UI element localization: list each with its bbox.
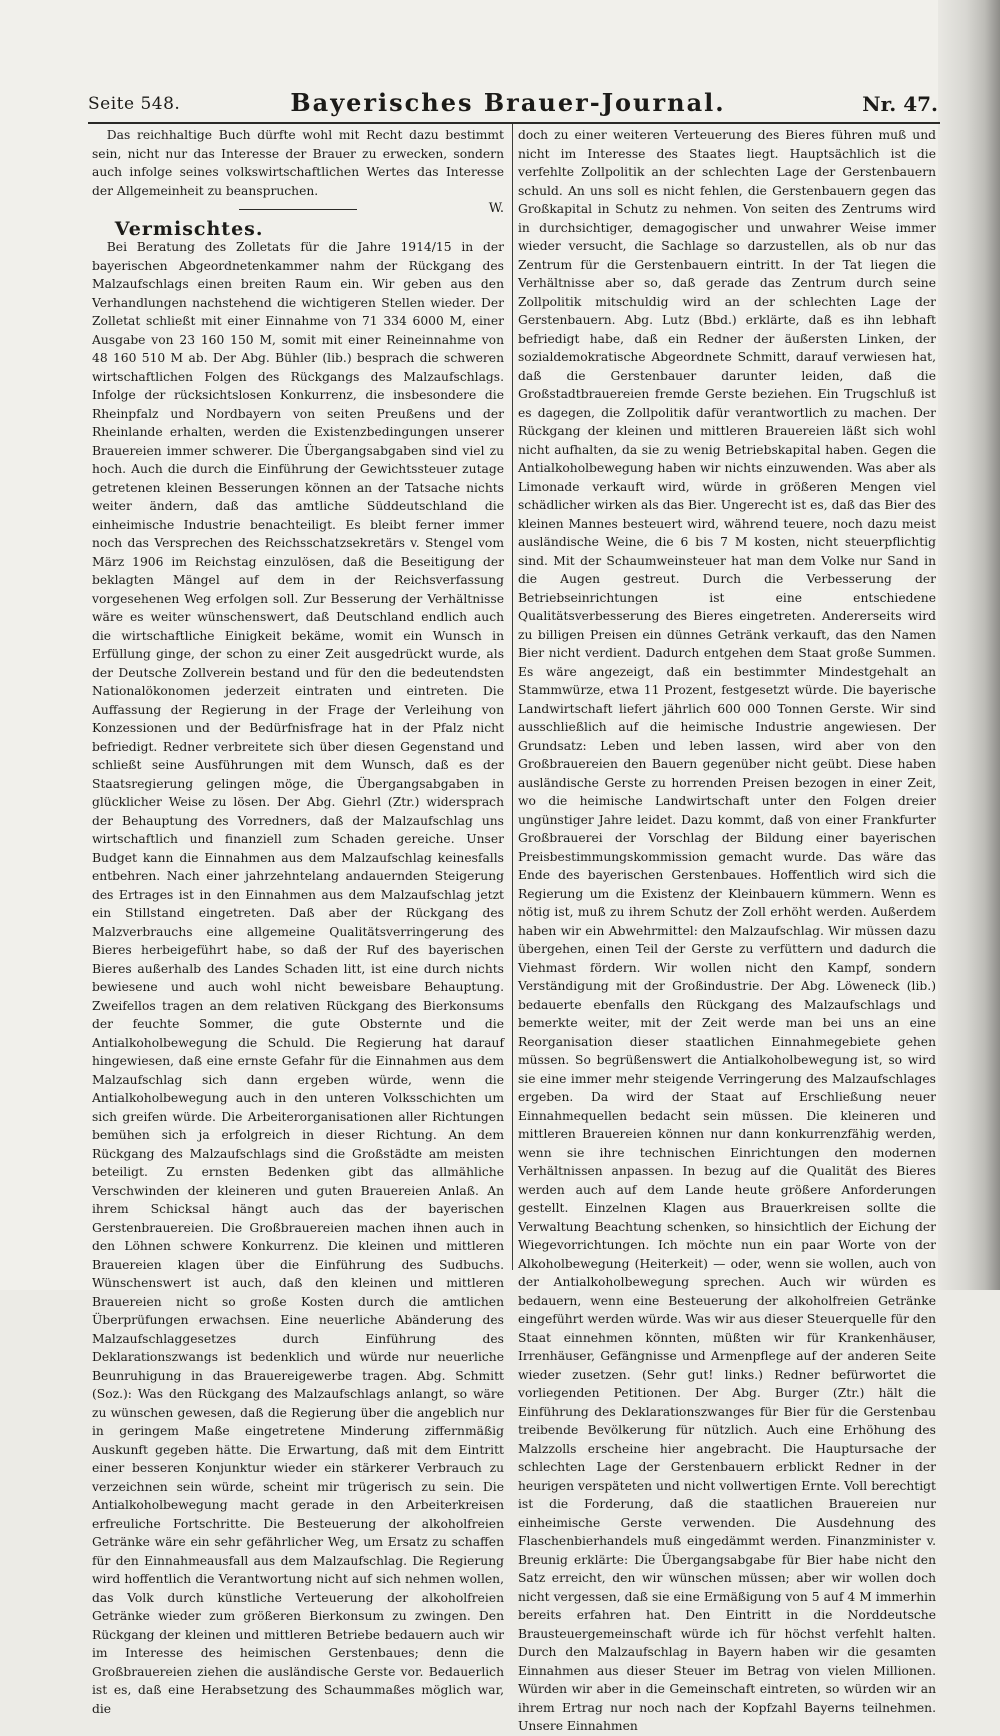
page-number: Seite 548. (88, 94, 181, 114)
journal-title: Bayerisches Brauer-Journal. (290, 88, 726, 117)
section-title: Vermischtes. (114, 217, 264, 240)
right-column (518, 126, 936, 1733)
issue-number: Nr. 47. (862, 92, 938, 116)
page-header (88, 88, 938, 118)
article-paragraph-continued: doch zu einer weiteren Verteuerung des Bieres führen muß und nicht im Interesse des Staates liegt. Hauptsächlich ist die verfehlte Zollpolitik an der schlechten Lage der Gerstenbauern schuld. An uns soll es nicht fehlen, die Gerstenbauern gegen das Großkapital in Schutz zu nehmen. Von seiten des Zentrums wird in durchsichtiger, demagogischer und unwahrer Weise immer wieder versucht, die Sachlage so darzustellen, als ob nur das Zentrum für die Gerstenbauern eintritt. In der Tat liegen die Verhältnisse aber so, daß gerade das Zentrum durch seine Zollpolitik mitschuldig wird an der schlechten Lage der Gerstenbauern. Abg. Lutz (Bbd.) erklärte, daß es ihn lebhaft befriedigt habe, daß ein Redner der äußersten Linken, der sozialdemokratische Abgeordnete Schmitt, darauf verwiesen hat, daß die Gerstenbauer darunter leiden, daß die Großstadtbrauereien fremde Gerste beziehen. Ein Trugschluß ist es dagegen, die Zollpolitik dafür verantwortlich zu machen. Der Rückgang der kleinen und mittleren Brauereien läßt sich wohl nicht aufhalten, da sie zu wenig Betriebskapital haben. Gegen die Antialkoholbewegung haben wir nichts einzuwenden. Was aber als Limonade verkauft wird, würde in größeren Mengen viel schädlicher wirken als das Bier. Ungerecht ist es, daß das Bier des kleinen Mannes besteuert wird, während teuere, noch dazu meist ausländische Weine, die 6 bis 7 M kosten, nicht steuerpflichtig sind. Mit der Schaumweinsteuer hat man dem Volke nur Sand in die Augen gestreut. Durch die Verbesserung der Betriebseinrichtungen ist eine entschiedene Qualitätsverbesserung des Bieres eingetreten. Andererseits wird zu billigen Preisen ein dünnes Getränk verkauft, das den Namen Bier nicht verdient. Dadurch entgehen dem Staat große Summen. Es wäre angezeigt, daß ein bestimmter Mindestgehalt an Stammwürze, etwa 11 Prozent, festgesetzt würde. Die bayerische Landwirtschaft liefert jährlich 600 000 Tonnen Gerste. Wir sind ausschließlich auf die heimische Industrie angewiesen. Der Grundsatz: Leben und leben lassen, wird aber von den Großbrauereien den Bauern gegenüber nicht geübt. Diese haben ausländische Gerste zu horrenden Preisen bezogen in einer Zeit, wo die heimische Landwirtschaft unter den Folgen dreier ungünstiger Jahre leidet. Dazu kommt, daß von einer Frankfurter Großbrauerei der Vorschlag der Bildung einer bayerischen Preisbestimmungskommission gemacht wurde. Das wäre das Ende des bayerischen Gerstenbaues. Hoffentlich wird sich die Regierung um die Existenz der Kleinbauern kümmern. Wenn es nötig ist, muß zu ihrem Schutz der Zoll erhöht werden. Außerdem haben wir ein Abwehrmittel: den Malzaufschlag. Wir müssen dazu übergehen, einen Teil der Gerste zu verfüttern und dadurch die Viehmast fördern. Wir wollen nicht den Kampf, sondern Verständigung mit der Großindustrie. Der Abg. Löweneck (lib.) bedauerte ebenfalls den Rückgang des Malzaufschlags und bemerkte weiter, mit der Zeit werde man bei uns an eine Reorganisation dieser staatlichen Einnahmegebiete gehen müssen. So begrüßenswert die Antialkoholbewegung ist, so wird sie eine immer mehr steigende Verringerung des Malzaufschlages ergeben. Da wird der Staat auf Erschließung neuer Einnahmequellen bedacht sein müssen. Die kleineren und mittleren Brauereien können nur dann konkurrenzfähig werden, wenn sie ihre technischen Einrichtungen den modernen Verhältnissen anpassen. In bezug auf die Qualität des Bieres werden auch auf dem Lande heute größere Anforderungen gestellt. Einzelnen Klagen aus Brauerkreisen sollte die Verwaltung Beachtung schenken, so hinsichtlich der Eichung der Wiegevorrichtungen. Ich möchte nun ein paar Worte von der Alkoholbewegung (Heiterkeit) — oder, wenn sie wollen, auch von der Antialkoholbewegung sprechen. Auch wir würden es bedauern, wenn eine Besteuerung der alkoholfreien Getränke eingeführt werden würde. Was wir aus dieser Steuerquelle für den Staat einnehmen könnten, müßten wir für Krankenhäuser, Irrenhäuser, Gefängnisse und Armenpflege auf der anderen Seite wieder zusetzen. (Sehr gut! links.) Redner befürwortet die vorliegenden Petitionen. Der Abg. Burger (Ztr.) hält die Einführung des Deklarationszwanges für Bier für die Gerstenbau treibende Bevölkerung für nützlich. Auch eine Erhöhung des Malzzolls erscheine hier angebracht. Die Hauptursache der schlechten Lage der Gerstenbauern erblickt Redner in der heurigen verspäteten und nicht vollwertigen Ernte. Voll berechtigt ist die Forderung, daß die staatlichen Brauereien nur einheimische Gerste verwenden. Die Ausdehnung des Flaschenbierhandels muß eingedämmt werden. Finanzminister v. Breunig erklärte: Die Übergangsabgabe für Bier habe nicht den Satz erreicht, den wir wünschen müssen; aber wir wollen doch nicht vergessen, daß sie eine Ermäßigung von 5 auf 4 M immerhin bereits erfahren hat. Den Eintritt in die Norddeutsche Brausteuergemeinschaft würde ich für höchst verfehlt halten. Durch den Malzaufschlag in Bayern haben wir die gesamten Einnahmen aus dieser Steuer im Betrag von vielen Millionen. Würden wir aber in die Gemeinschaft eintreten, so würden wir an ihrem Ertrag nur noch nach der Kopfzahl Bayerns teilnehmen. Unsere Einnahmen (518, 128, 936, 1733)
article-paragraph: Bei Beratung des Zolletats für die Jahre 1914/15 in der bayerischen Abgeordnetenkammer nahm der Rückgang des Malzaufschlags einen breiten Raum ein. Wir geben aus den Verhandlungen nachstehend die wichtigeren Stellen wieder. Der Zolletat schließt mit einer Einnahme von 71 334 6000 M, einer Ausgabe von 23 160 150 M, somit mit einer Reineinnahme von 48 160 510 M ab. Der Abg. Bühler (lib.) besprach die schweren wirtschaftlichen Folgen des Rückgangs des Malzaufschlags. Infolge der rücksichtslosen Konkurrenz, die insbesondere die Rheinpfalz und Nordbayern von seiten Preußens und der Rheinlande erhalten, werden die Existenzbedingungen unserer Brauereien immer schwerer. Die Übergangsabgaben sind viel zu hoch. Auch die durch die Einführung der Gewichtssteuer zutage getretenen kleinen Besserungen können an der Tatsache nichts weiter ändern, daß das amtliche Süddeutschland die einheimische Industrie benachteiligt. Es bleibt ferner immer noch das Versprechen des Reichsschatzsekretärs v. Stengel vom März 1906 im Reichstag einzulösen, daß die Beseitigung der beklagten Mängel auf dem in der Reichsverfassung vorgesehenen Weg erfolgen soll. Zur Besserung der Verhältnisse wäre es weiter wünschenswert, daß Deutschland endlich auch die wirtschaftliche Einigkeit bekäme, womit ein Wunsch in Erfüllung ginge, der schon zu einer Zeit ausgedrückt wurde, als der Deutsche Zollverein bestand und für den die bedeutendsten Nationalökonomen jederzeit eintraten und eintreten. Die Auffassung der Regierung in der Frage der Verleihung von Konzessionen und der Bedürfnisfrage hat in der Pfalz nicht befriedigt. Redner verbreitete sich über diesen Gegenstand und schließt seine Ausführungen mit dem Wunsch, daß es der Staatsregierung gelingen möge, die Übergangsabgaben in glücklicher Weise zu lösen. Der Abg. Giehrl (Ztr.) widersprach der Behauptung des Vorredners, daß der Malzaufschlag uns wirtschaftlich und finanziell zum Schaden gereiche. Unser Budget kann die Einnahmen aus dem Malzaufschlag keinesfalls entbehren. Nach einer jahrzehntelang andauernden Steigerung des Ertrages ist in den Einnahmen aus dem Malzaufschlag jetzt ein Stillstand eingetreten. Daß aber der Rückgang des Malzverbrauchs eine allgemeine Qualitätsverringerung des Bieres herbeigeführt habe, so daß der Ruf des bayerischen Bieres außerhalb des Landes Schaden litt, ist eine durch nichts bewiesene und auch wohl nicht beweisbare Behauptung. Zweifellos tragen an dem relativen Rückgang des Bierkonsums der feuchte Sommer, die gute Obsternte und die Antialkoholbewegung die Schuld. Die Regierung hat darauf hingewiesen, daß eine ernste Gefahr für die Einnahmen aus dem Malzaufschlag sich dann ergeben würde, wenn die Antialkoholbewegung auch in den unteren Volksschichten um sich greifen würde. Die Arbeiterorganisationen aller Richtungen bemühen sich ja erfolgreich in dieser Richtung. An dem Rückgang des Malzaufschlags sind die Großstädte am meisten beteiligt. Zu ernsten Bedenken gibt das allmähliche Verschwinden der kleineren und guten Brauereien Anlaß. An ihrem Schicksal hängt auch das der bayerischen Gerstenbrauereien. Die Großbrauereien machen ihnen auch in den Löhnen schwere Konkurrenz. Die kleinen und mittleren Brauereien klagen über die Einführung des Sudbuchs. Wünschenswert ist auch, daß den kleinen und mittleren Brauereien nicht so große Kosten durch die amtlichen Überprüfungen erwachsen. Eine neuerliche Abänderung des Malzaufschlaggesetzes durch Einführung des Deklarationszwangs ist bedenklich und würde nur neuerliche Beunruhigung in das Brauereigewerbe tragen. Abg. Schmitt (Soz.): Was den Rückgang des Malzaufschlags anlangt, so wäre zu wünschen gewesen, daß die Regierung über die angeblich nur in geringem Maße eingetretene Minderung ziffernmäßig Auskunft gegeben hätte. Die Erwartung, daß mit dem Eintritt einer besseren Konjunktur wieder ein stärkerer Verbrauch zu verzeichnen sein würde, scheint mir trügerisch zu sein. Die Antialkoholbewegung macht gerade in den Arbeiterkreisen erfreuliche Fortschritte. Die Besteuerung der alkoholfreien Getränke wäre ein sehr gefährlicher Weg, um Ersatz zu schaffen für den Einnahmeausfall aus dem Malzaufschlag. Die Regierung wird hoffentlich die Verantwortung nicht auf sich nehmen wollen, das Volk durch künstliche Verteuerung der alkoholfreien Getränke wieder zum größeren Bierkonsum zu zwingen. Den Rückgang der kleinen und mittleren Betriebe bedauern auch wir im Interesse des heimischen Gerstenbaues; denn die Großbrauereien ziehen die ausländische Gerste vor. Bedauerlich ist es, daß eine Herabsetzung des Schaummaßes möglich war, die (92, 240, 504, 1716)
header-rule (88, 122, 940, 124)
scan-page-edge (938, 0, 1000, 1290)
intro-signature: W. (488, 201, 504, 216)
intro-paragraph: Das reichhaltige Buch dürfte wohl mit Recht dazu bestimmt sein, nicht nur das Interesse der Brauer zu erwecken, sondern auch infolge seines volkswirtschaftlichen Wertes das Interesse der Allgemeinheit zu beanspruchen. (92, 128, 504, 198)
section-separator (239, 209, 357, 210)
column-divider (512, 124, 513, 1270)
left-column (92, 126, 504, 1716)
